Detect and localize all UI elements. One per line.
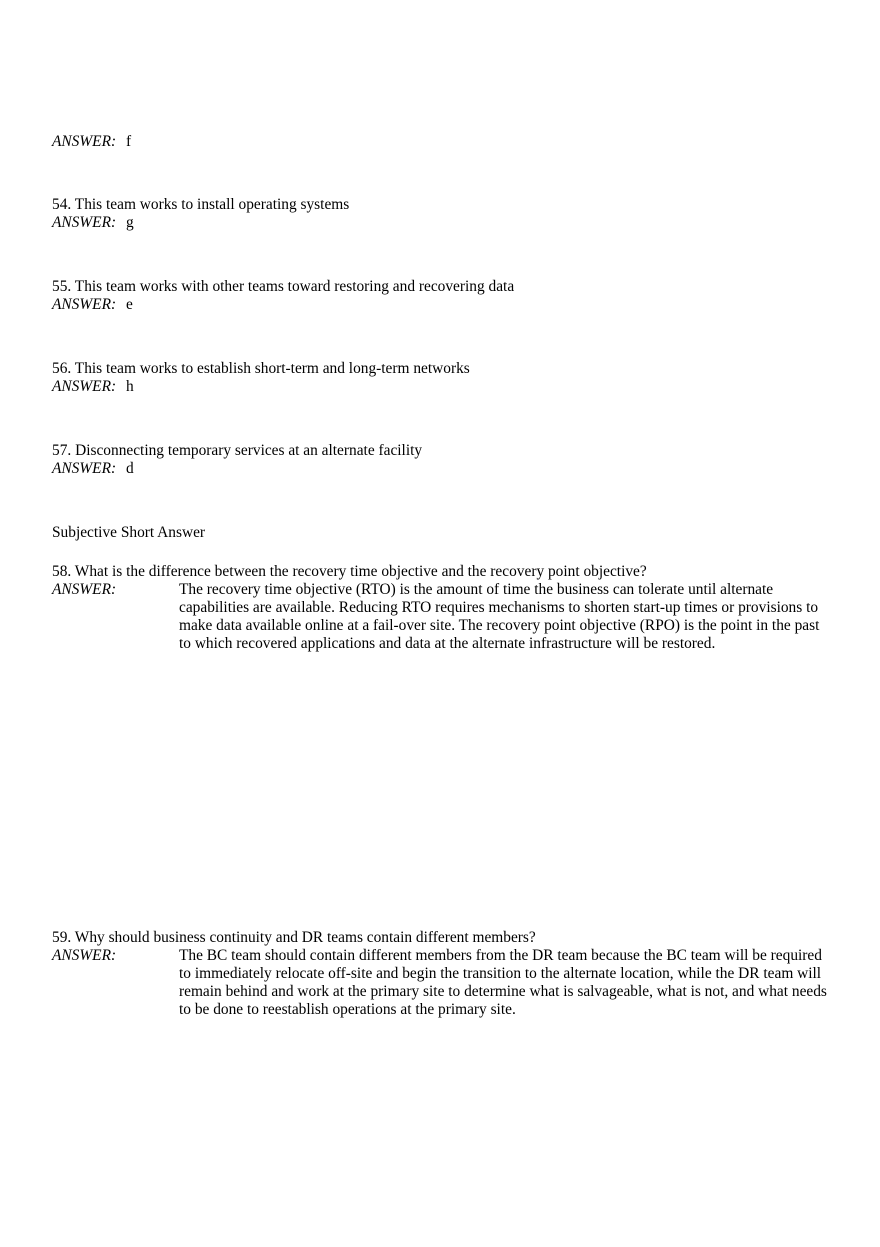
answer-label: ANSWER: (52, 296, 117, 313)
answer-line (52, 296, 842, 314)
question-text: 55. This team works with other teams toward restoring and recovering data (52, 278, 515, 295)
answer-value: d (125, 460, 134, 477)
question-text: 54. This team works to install operating systems (52, 196, 350, 213)
question-text: 58. What is the difference between the recovery time objective and the recovery point objective? (52, 563, 647, 580)
answer-label: ANSWER: (52, 378, 117, 395)
question-54 (52, 196, 842, 232)
section-heading: Subjective Short Answer (52, 524, 206, 541)
question-text: 57. Disconnecting temporary services at an alternate facility (52, 442, 423, 459)
answer-label: ANSWER: (52, 133, 117, 150)
answer-line (52, 214, 842, 232)
question-58 (52, 563, 842, 653)
answer-line (52, 378, 842, 396)
answer-label: ANSWER: (52, 581, 117, 598)
answer-value: f (125, 133, 132, 150)
answer-row (52, 947, 842, 1019)
answer-value: e (125, 296, 133, 313)
question-59 (52, 929, 842, 1019)
answer-row (52, 581, 842, 653)
question-text: 59. Why should business continuity and DR teams contain different members? (52, 929, 536, 946)
answer-label: ANSWER: (52, 214, 117, 231)
answer-53 (52, 133, 842, 151)
answer-line (52, 460, 842, 478)
answer-line (52, 133, 842, 151)
question-56 (52, 360, 842, 396)
answer-label: ANSWER: (52, 947, 117, 964)
answer-value: g (125, 214, 134, 231)
question-55 (52, 278, 842, 314)
answer-text: The BC team should contain different members from the DR team because the BC team will be required to immediately relocate off-site and begin the transition to the alternate location, while the DR team will remain behind and work at the primary site to determine what is salvageable, what is not, and what needs to be done to reestablish operations at the primary site. (179, 947, 827, 1018)
answer-value: h (125, 378, 134, 395)
question-text: 56. This team works to establish short-term and long-term networks (52, 360, 470, 377)
answer-label: ANSWER: (52, 460, 117, 477)
question-57 (52, 442, 842, 478)
answer-text: The recovery time objective (RTO) is the amount of time the business can tolerate until alternate capabilities are available. Reducing RTO requires mechanisms to shorten start-up times or provisions to make data available online at a fail-over site. The recovery point objective (RPO) is the point in the past to which recovered applications and data at the alternate infrastructure will be restored. (179, 581, 820, 652)
